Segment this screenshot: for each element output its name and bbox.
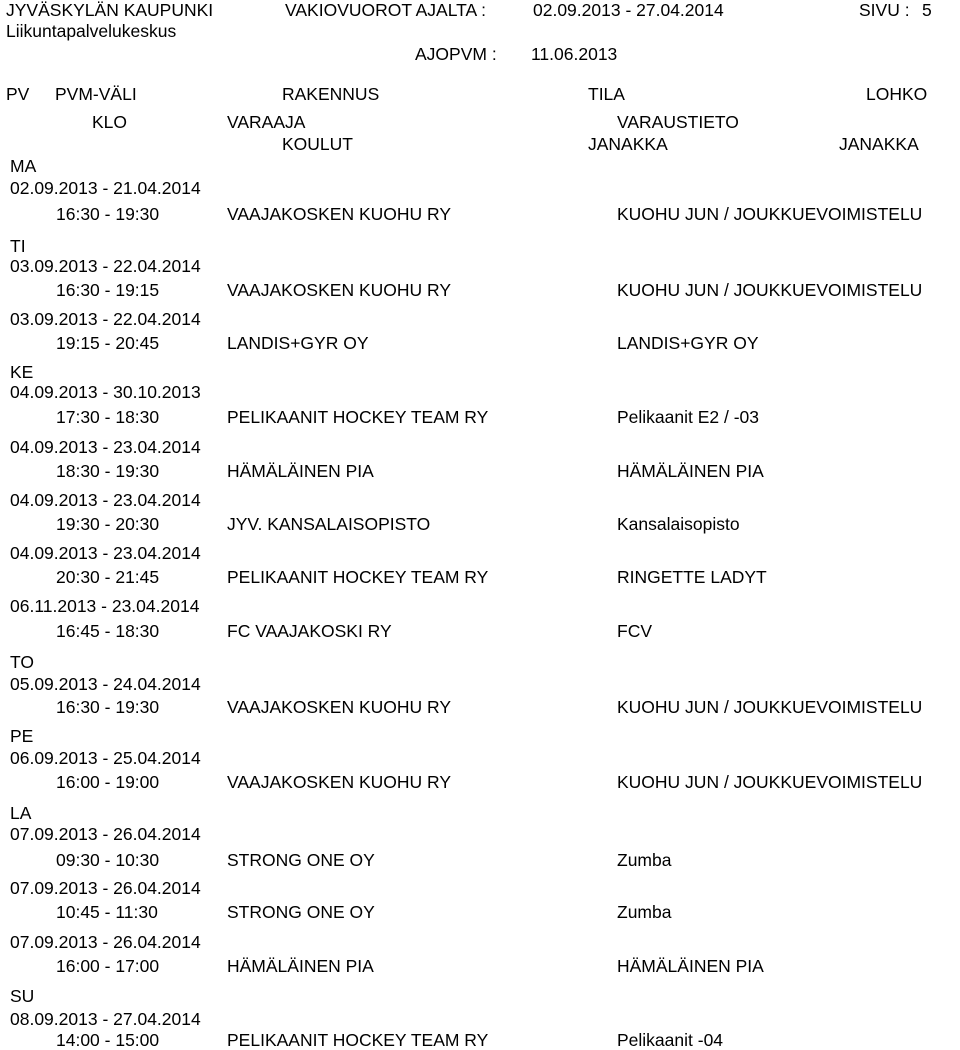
- column-header-pvm-vali: PVM-VÄLI: [55, 84, 137, 104]
- entry-time: 17:30 - 18:30: [56, 407, 160, 427]
- column-header-tila: TILA: [588, 84, 625, 104]
- entry-booker: VAAJAKOSKEN KUOHU RY: [227, 772, 451, 792]
- page-label: SIVU :: [859, 0, 910, 20]
- column-header-pv: PV: [6, 84, 30, 104]
- entry-booker: PELIKAANIT HOCKEY TEAM RY: [227, 407, 489, 427]
- city-name: JYVÄSKYLÄN KAUPUNKI: [6, 0, 214, 20]
- entry-booker: PELIKAANIT HOCKEY TEAM RY: [227, 1030, 489, 1050]
- entry-booker: JYV. KANSALAISOPISTO: [227, 514, 431, 534]
- entry-time: 10:45 - 11:30: [56, 902, 158, 922]
- entry-info: Pelikaanit -04: [617, 1030, 724, 1050]
- entry-info: KUOHU JUN / JOUKKUEVOIMISTELU: [617, 204, 923, 224]
- entry-dates: 04.09.2013 - 23.04.2014: [10, 543, 201, 563]
- column-header-klo: KLO: [92, 112, 128, 132]
- department-name: Liikuntapalvelukeskus: [6, 21, 177, 41]
- entry-booker: FC VAAJAKOSKI RY: [227, 621, 392, 641]
- column-header-lohko: LOHKO: [866, 84, 928, 104]
- building-name: KOULUT: [282, 134, 353, 154]
- entry-booker: HÄMÄLÄINEN PIA: [227, 461, 374, 481]
- entry-info: Zumba: [617, 850, 672, 870]
- entry-dates: 04.09.2013 - 30.10.2013: [10, 382, 201, 402]
- entry-time: 19:15 - 20:45: [56, 333, 160, 353]
- entry-time: 16:30 - 19:30: [56, 204, 160, 224]
- day-label: MA: [10, 156, 37, 176]
- room-name: JANAKKA: [588, 134, 668, 154]
- column-header-varaaja: VARAAJA: [227, 112, 306, 132]
- section-name: JANAKKA: [839, 134, 919, 154]
- entry-time: 16:45 - 18:30: [56, 621, 160, 641]
- entry-booker: VAAJAKOSKEN KUOHU RY: [227, 280, 451, 300]
- entry-dates: 07.09.2013 - 26.04.2014: [10, 932, 201, 952]
- entry-time: 18:30 - 19:30: [56, 461, 160, 481]
- entry-info: Zumba: [617, 902, 672, 922]
- entry-info: FCV: [617, 621, 652, 641]
- report-range: 02.09.2013 - 27.04.2014: [533, 0, 724, 20]
- report-label: VAKIOVUOROT AJALTA :: [285, 0, 486, 20]
- entry-info: LANDIS+GYR OY: [617, 333, 759, 353]
- entry-info: RINGETTE LADYT: [617, 567, 767, 587]
- entry-booker: STRONG ONE OY: [227, 902, 375, 922]
- entry-dates: 06.11.2013 - 23.04.2014: [10, 596, 200, 616]
- day-label: TI: [10, 236, 26, 256]
- entry-dates: 02.09.2013 - 21.04.2014: [10, 178, 201, 198]
- entry-dates: 03.09.2013 - 22.04.2014: [10, 256, 201, 276]
- entry-dates: 07.09.2013 - 26.04.2014: [10, 878, 201, 898]
- entry-dates: 04.09.2013 - 23.04.2014: [10, 490, 201, 510]
- entry-info: KUOHU JUN / JOUKKUEVOIMISTELU: [617, 697, 923, 717]
- entry-dates: 07.09.2013 - 26.04.2014: [10, 824, 201, 844]
- entry-time: 19:30 - 20:30: [56, 514, 160, 534]
- column-header-varaustieto: VARAUSTIETO: [617, 112, 739, 132]
- entry-time: 16:30 - 19:30: [56, 697, 160, 717]
- entry-booker: VAAJAKOSKEN KUOHU RY: [227, 697, 451, 717]
- day-label: KE: [10, 362, 34, 382]
- entry-dates: 04.09.2013 - 23.04.2014: [10, 437, 201, 457]
- entry-info: Kansalaisopisto: [617, 514, 740, 534]
- entry-time: 14:00 - 15:00: [56, 1030, 160, 1050]
- entry-info: HÄMÄLÄINEN PIA: [617, 956, 764, 976]
- day-label: SU: [10, 986, 35, 1006]
- column-header-rakennus: RAKENNUS: [282, 84, 380, 104]
- entry-booker: LANDIS+GYR OY: [227, 333, 369, 353]
- entry-booker: PELIKAANIT HOCKEY TEAM RY: [227, 567, 489, 587]
- entry-booker: VAAJAKOSKEN KUOHU RY: [227, 204, 451, 224]
- entry-dates: 05.09.2013 - 24.04.2014: [10, 674, 201, 694]
- entry-dates: 03.09.2013 - 22.04.2014: [10, 309, 201, 329]
- entry-info: Pelikaanit E2 / -03: [617, 407, 760, 427]
- run-date: 11.06.2013: [531, 44, 618, 64]
- day-label: PE: [10, 726, 34, 746]
- run-date-label: AJOPVM :: [415, 44, 497, 64]
- entry-time: 20:30 - 21:45: [56, 567, 160, 587]
- entry-time: 16:00 - 17:00: [56, 956, 160, 976]
- entry-info: HÄMÄLÄINEN PIA: [617, 461, 764, 481]
- page-number: 5: [922, 0, 932, 20]
- entry-dates: 06.09.2013 - 25.04.2014: [10, 748, 201, 768]
- entry-dates: 08.09.2013 - 27.04.2014: [10, 1009, 201, 1029]
- entry-time: 16:30 - 19:15: [56, 280, 160, 300]
- day-label: TO: [10, 652, 34, 672]
- entry-info: KUOHU JUN / JOUKKUEVOIMISTELU: [617, 280, 923, 300]
- entry-booker: HÄMÄLÄINEN PIA: [227, 956, 374, 976]
- entry-info: KUOHU JUN / JOUKKUEVOIMISTELU: [617, 772, 923, 792]
- entry-time: 16:00 - 19:00: [56, 772, 160, 792]
- day-label: LA: [10, 803, 32, 823]
- entry-time: 09:30 - 10:30: [56, 850, 160, 870]
- entry-booker: STRONG ONE OY: [227, 850, 375, 870]
